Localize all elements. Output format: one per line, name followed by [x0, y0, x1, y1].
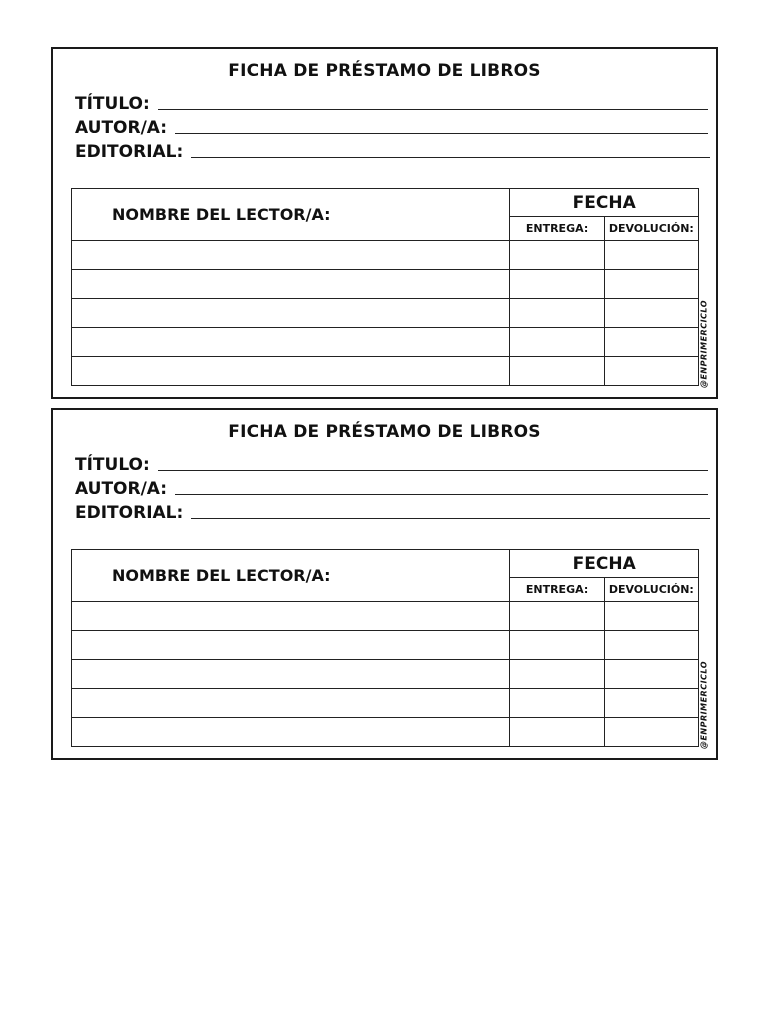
author-field [75, 118, 708, 138]
return-cell[interactable] [604, 241, 698, 270]
publisher-field [75, 142, 710, 162]
return-cell[interactable] [604, 270, 698, 299]
reader-cell[interactable] [72, 241, 510, 270]
reader-cell[interactable] [72, 631, 510, 660]
delivery-cell[interactable] [510, 357, 604, 386]
table-row [72, 660, 699, 689]
table-row [72, 299, 699, 328]
title-field [75, 455, 708, 475]
author-field [75, 479, 708, 499]
return-cell[interactable] [604, 328, 698, 357]
delivery-cell[interactable] [510, 299, 604, 328]
delivery-cell[interactable] [510, 660, 604, 689]
reader-cell[interactable] [72, 660, 510, 689]
table-row [72, 718, 699, 747]
table-row [72, 357, 699, 386]
credit-watermark [697, 294, 711, 394]
return-cell[interactable] [604, 631, 698, 660]
reader-cell[interactable] [72, 689, 510, 718]
delivery-cell[interactable] [510, 241, 604, 270]
loan-card-2 [51, 408, 718, 760]
return-cell[interactable] [604, 689, 698, 718]
loan-table [71, 188, 699, 386]
reader-cell[interactable] [72, 328, 510, 357]
loan-card-1 [51, 47, 718, 399]
delivery-cell[interactable] [510, 328, 604, 357]
table-row [72, 631, 699, 660]
table-row [72, 241, 699, 270]
author-label: AUTOR/A: [75, 479, 168, 499]
publisher-label: EDITORIAL: [75, 503, 184, 523]
date-header: FECHA [510, 189, 699, 217]
publisher-line[interactable] [191, 157, 710, 158]
author-line[interactable] [175, 133, 708, 134]
return-cell[interactable] [604, 660, 698, 689]
table-row [72, 270, 699, 299]
delivery-header: ENTREGA: [510, 578, 604, 602]
delivery-cell[interactable] [510, 689, 604, 718]
delivery-cell[interactable] [510, 602, 604, 631]
reader-cell[interactable] [72, 718, 510, 747]
return-header: DEVOLUCIÓN: [604, 217, 698, 241]
title-label: TÍTULO: [75, 94, 150, 114]
title-field [75, 94, 708, 114]
reader-cell[interactable] [72, 299, 510, 328]
card-title: FICHA DE PRÉSTAMO DE LIBROS [228, 61, 541, 81]
title-line[interactable] [158, 470, 708, 471]
table-row [72, 602, 699, 631]
delivery-cell[interactable] [510, 631, 604, 660]
return-cell[interactable] [604, 357, 698, 386]
return-header: DEVOLUCIÓN: [604, 578, 698, 602]
publisher-field [75, 503, 710, 523]
loan-table [71, 549, 699, 747]
return-cell[interactable] [604, 718, 698, 747]
return-cell[interactable] [604, 299, 698, 328]
title-label: TÍTULO: [75, 455, 150, 475]
credit-watermark [697, 655, 711, 755]
date-header: FECHA [510, 550, 699, 578]
reader-cell[interactable] [72, 602, 510, 631]
author-line[interactable] [175, 494, 708, 495]
credit-text: @ENPRIMERCICLO [699, 660, 709, 750]
reader-cell[interactable] [72, 357, 510, 386]
reader-cell[interactable] [72, 270, 510, 299]
credit-text: @ENPRIMERCICLO [699, 299, 709, 389]
table-row [72, 689, 699, 718]
publisher-label: EDITORIAL: [75, 142, 184, 162]
author-label: AUTOR/A: [75, 118, 168, 138]
reader-header: NOMBRE DEL LECTOR/A: [72, 189, 510, 241]
publisher-line[interactable] [191, 518, 710, 519]
title-line[interactable] [158, 109, 708, 110]
delivery-header: ENTREGA: [510, 217, 604, 241]
return-cell[interactable] [604, 602, 698, 631]
table-row [72, 328, 699, 357]
delivery-cell[interactable] [510, 718, 604, 747]
reader-header: NOMBRE DEL LECTOR/A: [72, 550, 510, 602]
card-title: FICHA DE PRÉSTAMO DE LIBROS [228, 422, 541, 442]
delivery-cell[interactable] [510, 270, 604, 299]
